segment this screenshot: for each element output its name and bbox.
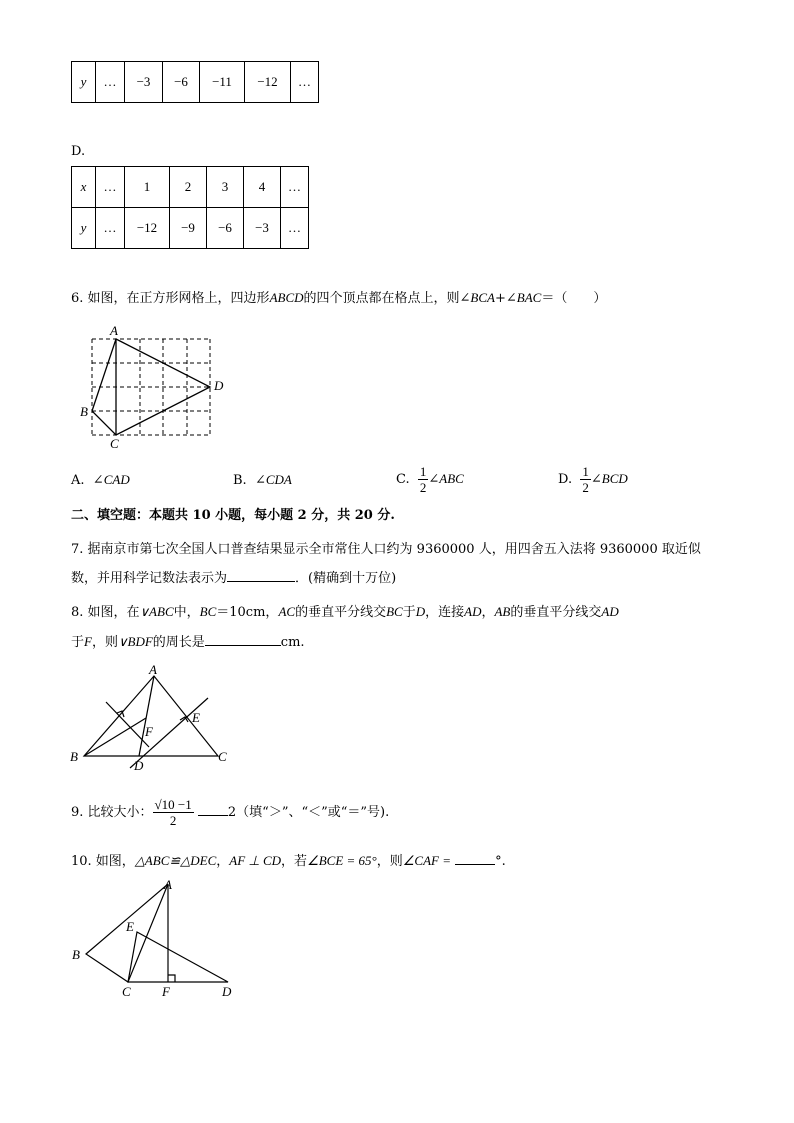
fraction: $\frac{1}{2}$ xyxy=(419,464,427,495)
table-row xyxy=(72,167,309,208)
vertex-label-c: C xyxy=(122,984,131,999)
grid-lines xyxy=(92,339,210,435)
table-cell: 3 xyxy=(207,167,244,208)
segment-bf xyxy=(84,718,146,756)
table-cell: … xyxy=(96,167,125,208)
vertex-label-d: D xyxy=(222,984,232,999)
question-8-line-1: 8. 如图，在∨ABC中，BC＝10cm，AC的垂直平分线交BC于D，连接AD，AB的垂直平分线交AD xyxy=(71,604,619,620)
answer-blank[interactable] xyxy=(198,803,228,816)
right-angle-mark xyxy=(168,975,175,982)
vertex-label-b: B xyxy=(80,404,88,419)
perp-bisector-ab xyxy=(106,702,149,747)
option-c-table xyxy=(71,61,319,103)
fraction: $\frac{1}{2}$ xyxy=(582,464,589,495)
table-cell: −3 xyxy=(125,62,163,103)
table-cell: x xyxy=(72,167,96,208)
table-cell: 1 xyxy=(125,167,170,208)
vertex-label-f: F xyxy=(162,984,170,999)
table-cell: 2 xyxy=(170,167,207,208)
table-cell: … xyxy=(281,208,309,249)
table-cell: y xyxy=(72,208,96,249)
vertex-label-a: A xyxy=(164,877,172,892)
vertex-label-a: A xyxy=(149,662,157,677)
vertex-label-e: E xyxy=(126,919,134,934)
table-cell: −11 xyxy=(200,62,245,103)
vertex-label-c: C xyxy=(218,749,227,764)
table-cell: 4 xyxy=(244,167,281,208)
table-cell: −3 xyxy=(244,208,281,249)
table-cell: y xyxy=(72,62,96,103)
table-cell: … xyxy=(96,62,125,103)
table-row xyxy=(72,208,309,249)
table-cell: −9 xyxy=(170,208,207,249)
table-cell: −12 xyxy=(245,62,291,103)
table-row xyxy=(72,62,319,103)
vertex-label-d: D xyxy=(134,758,144,773)
question-7-line-1: 7. 据南京市第七次全国人口普查结果显示全市常住人口约为 9360000 人，用四舍五入法将 9360000 取近似 xyxy=(71,542,701,557)
question-10-figure xyxy=(66,872,246,1002)
table-cell: −6 xyxy=(207,208,244,249)
table-cell: … xyxy=(281,167,309,208)
vertex-label-b: B xyxy=(70,749,78,764)
option-d-table xyxy=(71,166,309,249)
question-7-line-2: 数，并用科学记数法表示为 ．(精确到十万位) xyxy=(71,571,397,586)
table-cell: −12 xyxy=(125,208,170,249)
vertex-label-e: E xyxy=(192,710,200,725)
vertex-label-c: C xyxy=(110,436,119,451)
vertex-label-a: A xyxy=(110,323,118,338)
option-d: D. $\frac{1}{2}$ ∠BCD xyxy=(558,464,628,495)
question-10-text: 10. 如图，△ABC≌△DEC，AF ⊥ CD，若∠BCE = 65°，则∠CAF = °. xyxy=(71,853,506,869)
question-8-figure xyxy=(66,662,236,777)
option-b: B. ∠CDA xyxy=(233,472,292,488)
table-cell: −6 xyxy=(163,62,200,103)
vertex-label-b: B xyxy=(72,947,80,962)
fraction: $\frac{√10 -1}{2}$ xyxy=(154,797,192,828)
vertex-label-f: F xyxy=(145,724,153,739)
option-d-label: D. xyxy=(71,144,86,159)
table-cell: … xyxy=(96,208,125,249)
answer-blank[interactable] xyxy=(455,852,495,865)
answer-blank[interactable] xyxy=(205,633,281,646)
answer-blank[interactable] xyxy=(227,569,295,582)
table-cell: … xyxy=(291,62,319,103)
question-6-text: 6. 如图，在正方形网格上，四边形ABCD的四个顶点都在格点上，则∠BCA+∠BAC＝（ ） xyxy=(71,290,607,306)
question-9-text: 9. 比较大小： $\frac{√10 -1}{2}$ 2（填“＞”、“＜”或“＝”号). xyxy=(71,797,390,828)
option-c: C. $\frac{1}{2}$ ∠ABC xyxy=(396,464,464,495)
vertex-label-d: D xyxy=(214,378,224,393)
triangle-dec xyxy=(128,932,228,982)
section-heading: 二、填空题：本题共 10 小题，每小题 2 分，共 20 分. xyxy=(71,508,395,523)
question-6-figure xyxy=(70,320,240,455)
question-8-line-2: 于F，则∨BDF的周长是 cm. xyxy=(71,634,305,650)
option-a: A. ∠CAD xyxy=(71,472,130,488)
